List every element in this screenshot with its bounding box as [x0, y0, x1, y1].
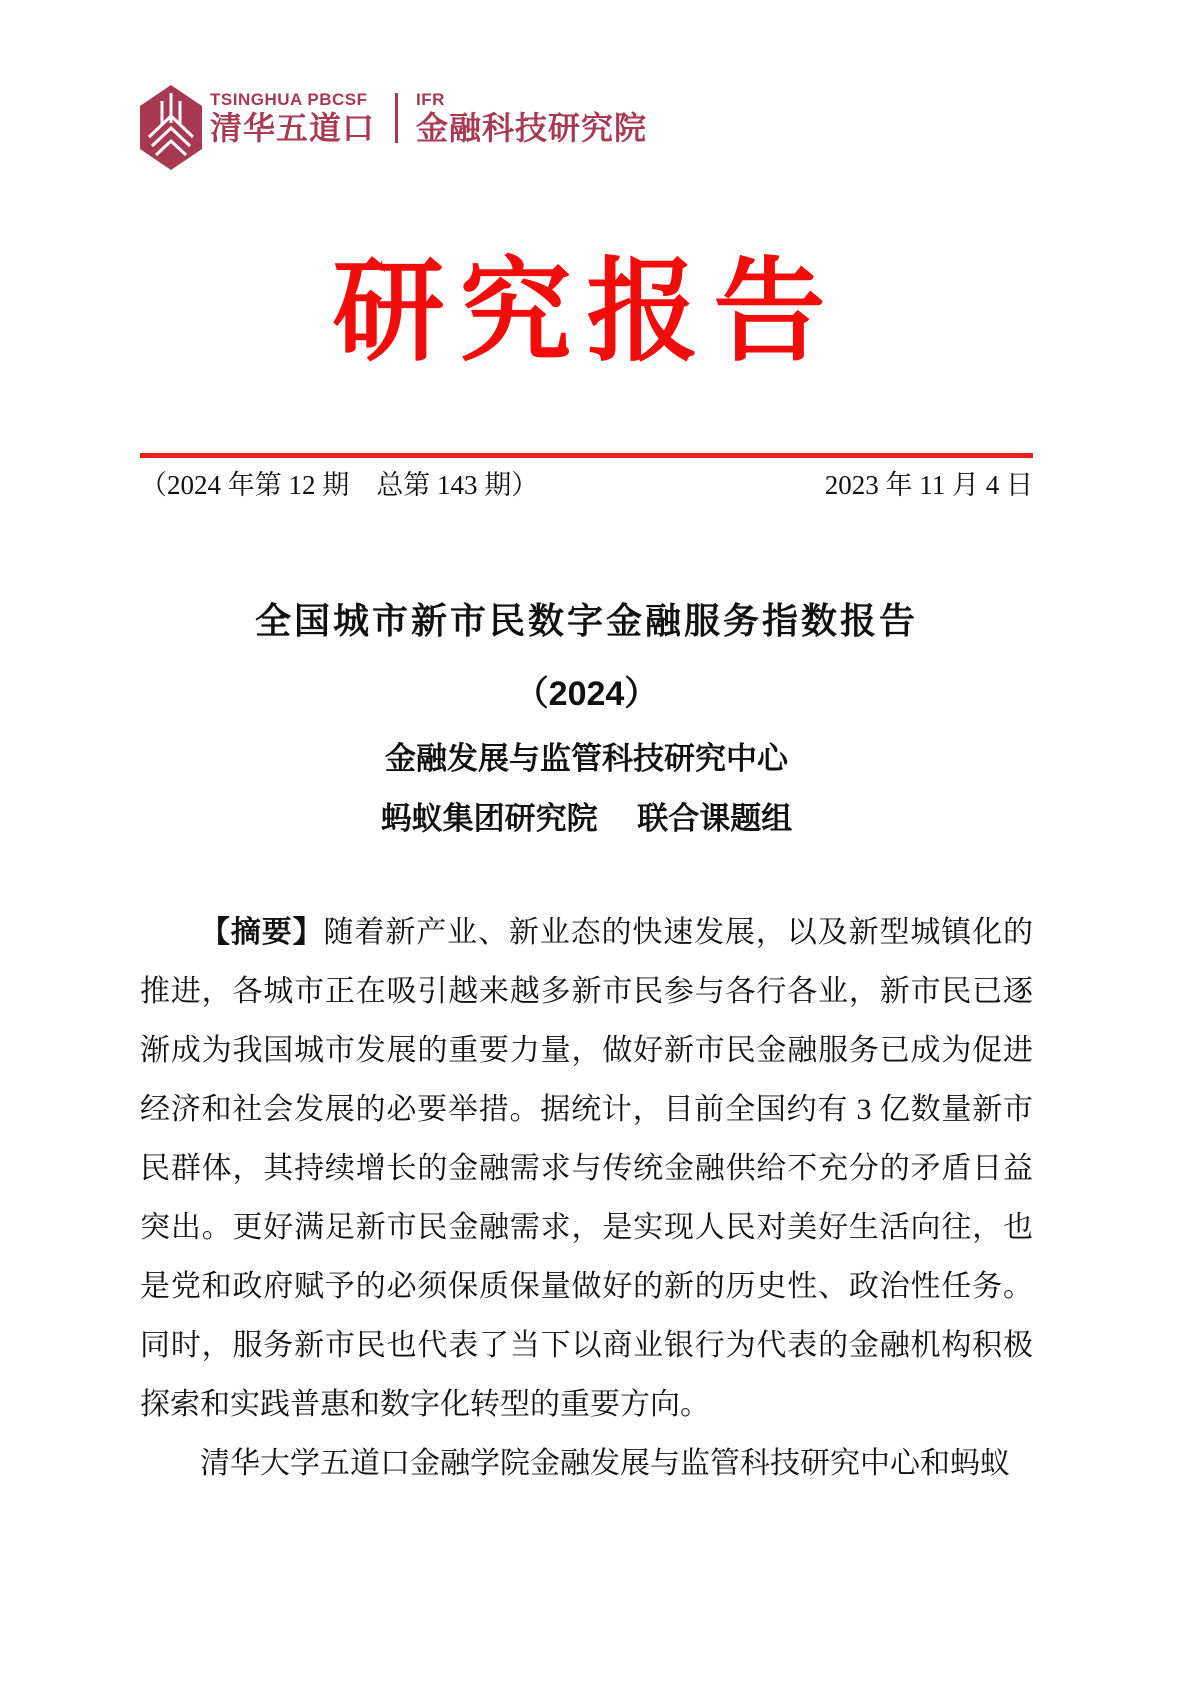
brand-org-zh: 清华五道口 [210, 110, 376, 146]
brand-institute-group [416, 91, 647, 146]
brand-text [210, 91, 647, 146]
brand-institute-en: IFR [416, 90, 445, 109]
abstract-paragraph-1-text: 随着新产业、新业态的快速发展，以及新型城镇化的推进，各城市正在吸引越来越多新市民参与各行各业，新市民已逐渐成为我国城市发展的重要力量，做好新市民金融服务已成为促进经济和社会发展的必要举措。据统计，目前全国约有 3 亿数量新市民群体，其持续增长的金融需求与传统金融供给不充分的矛盾日益突出。更好满足新市民金融需求，是实现人民对美好生活向往，也是党和政府赋予的必须保质保量做好的新的历史性、政治性任务。同时，服务新市民也代表了当下以商业银行为代表的金融机构积极探索和实践普惠和数字化转型的重要方向。 [140, 916, 1034, 1421]
issue-number: （2024 年第 12 期 总第 143 期） [140, 470, 539, 500]
pbcsf-hexagon-logo-icon [140, 85, 202, 170]
page-content [0, 85, 1200, 1493]
red-rule [140, 453, 1033, 458]
brand-org-en: TSINGHUA PBCSF [210, 90, 368, 109]
author-line-center: 金融发展与监管科技研究中心 [385, 741, 788, 776]
brand-institute-zh: 金融科技研究院 [416, 110, 648, 146]
issue-row [140, 468, 1033, 502]
abstract-section [140, 903, 1033, 1493]
author-line-group: 蚂蚁集团研究院 联合课题组 [380, 801, 793, 836]
abstract-paragraph-1 [140, 903, 1033, 1434]
brand-divider [395, 93, 398, 143]
brand-org-group [210, 91, 375, 146]
issue-date: 2023 年 11 月 4 日 [824, 470, 1033, 500]
abstract-paragraph-2: 清华大学五道口金融学院金融发展与监管科技研究中心和蚂蚁 [200, 1447, 1010, 1480]
masthead [140, 85, 1033, 170]
abstract-label: 【摘要】 [200, 916, 324, 949]
report-title: 全国城市新市民数字金融服务指数报告 [254, 600, 918, 641]
banner-title: 研究报告 [332, 246, 841, 377]
report-year: （2024） [514, 675, 659, 713]
